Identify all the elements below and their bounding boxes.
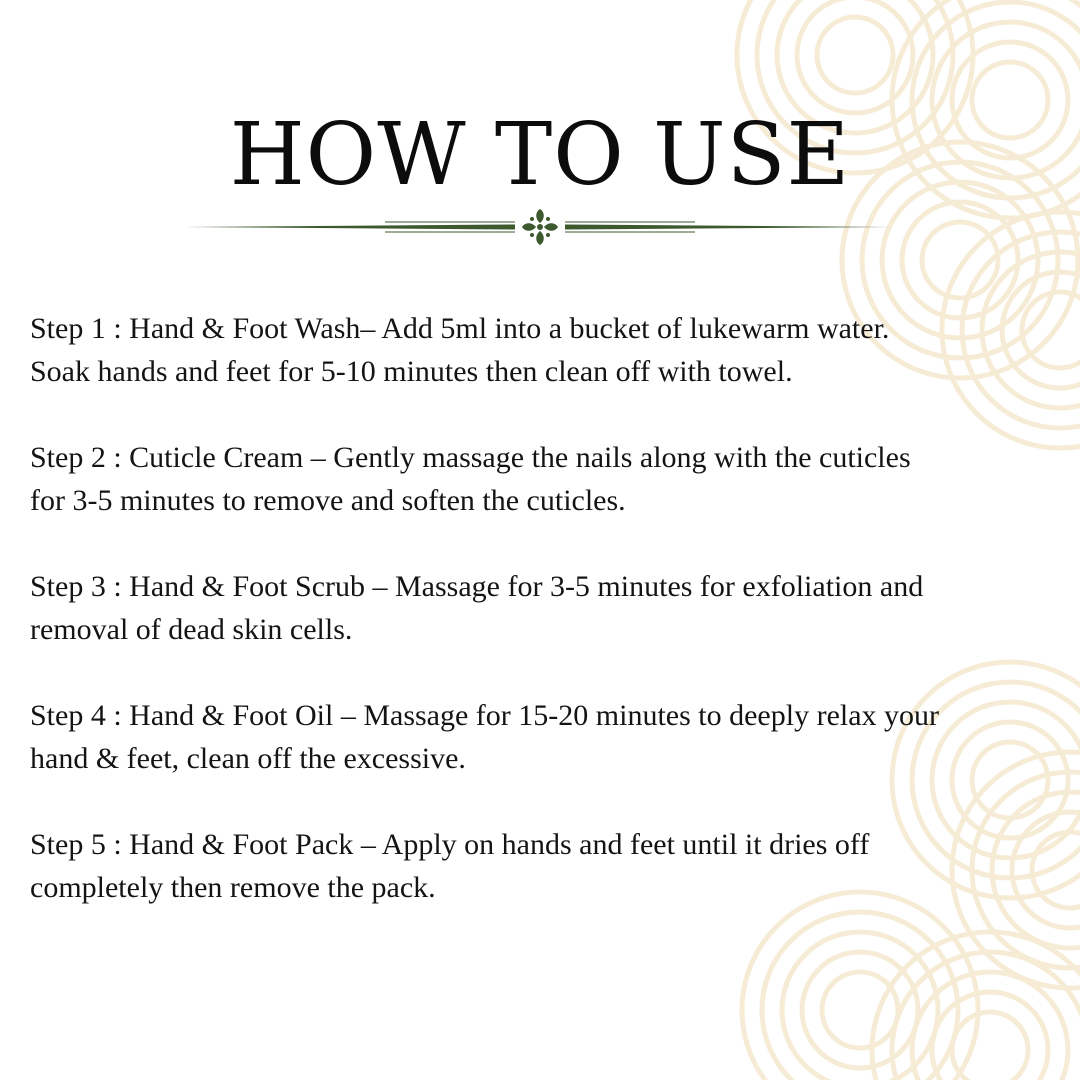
title-divider <box>185 206 895 248</box>
pattern-ring <box>932 992 1048 1080</box>
pattern-ring <box>822 972 898 1048</box>
steps-list <box>30 307 1070 952</box>
step-1: Step 1 : Hand & Foot Wash– Add 5ml into a bucket of lukewarm water. Soak hands and feet for 5-10 minutes then clean off with towel. <box>30 312 890 388</box>
page-title: HOW TO USE <box>229 105 851 205</box>
step-4: Step 4 : Hand & Foot Oil – Massage for 15-20 minutes to deeply relax your hand & feet, clean off the excessive. <box>30 699 940 775</box>
pattern-ring <box>902 202 1018 318</box>
step-3: Step 3 : Hand & Foot Scrub – Massage for 3-5 minutes for exfoliation and removal of dead skin cells. <box>30 570 924 646</box>
step-5: Step 5 : Hand & Foot Pack – Apply on hands and feet until it dries off completely then remove the pack. <box>30 828 870 904</box>
flourish-icon <box>522 209 558 245</box>
step-2: Step 2 : Cuticle Cream – Gently massage the nails along with the cuticles for 3-5 minutes to remove and soften the cuticles. <box>30 441 911 517</box>
pattern-ring <box>922 222 998 298</box>
pattern-ring <box>817 17 893 93</box>
